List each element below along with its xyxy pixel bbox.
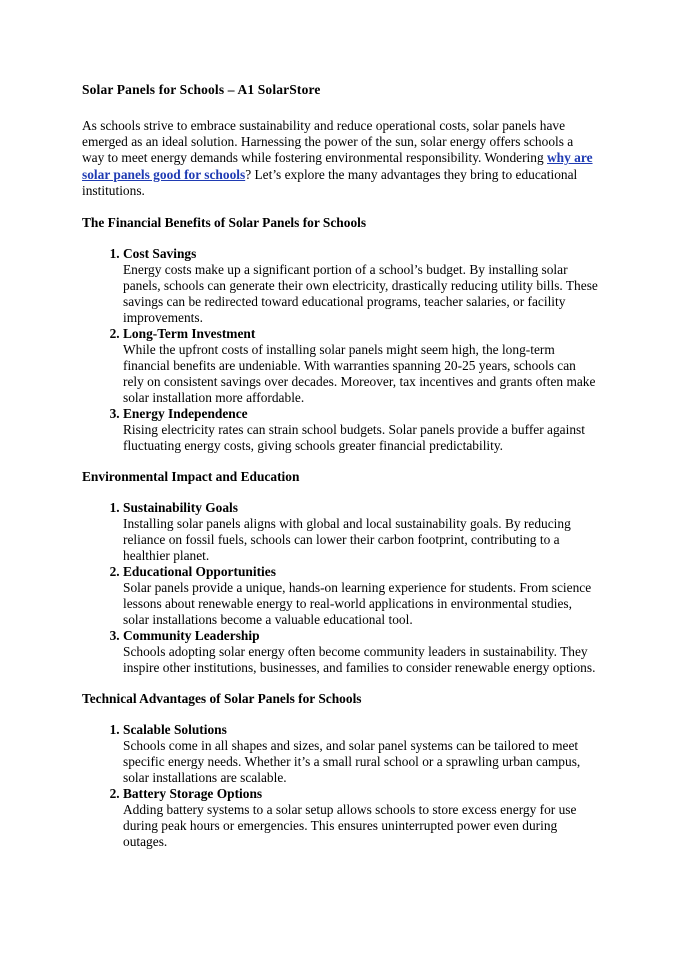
section-heading-technical: Technical Advantages of Solar Panels for Schools — [82, 691, 362, 707]
list-item-body: Schools come in all shapes and sizes, and solar panel systems can be tailored to meet specific energy needs. Whether it’s a small rural school or a sprawling urban campus, solar installations are scalable. — [123, 738, 581, 786]
list-item — [123, 628, 598, 676]
list-item-body: Solar panels provide a unique, hands-on learning experience for students. From science lessons about renewable energy to real-world applications in environmental studies, solar installations become a valuable educational tool. — [123, 580, 592, 628]
intro-paragraph — [82, 118, 598, 199]
list-item-body: While the upfront costs of installing solar panels might seem high, the long-term financial benefits are undeniable. With warranties spanning 20-25 years, schools can rely on consistent savings over decades. Moreover, tax incentives and grants often make solar installation more affordable. — [123, 342, 596, 406]
list-item — [123, 500, 598, 564]
why-solar-panels-link[interactable]: why are solar panels good for schools — [82, 150, 593, 182]
list-item-body: Schools adopting solar energy often become community leaders in sustainability. They inspire other institutions, businesses, and families to consider renewable energy options. — [123, 644, 596, 676]
list-item-title: 2. Long-Term Investment — [123, 326, 256, 342]
list-item-body: Energy costs make up a significant portion of a school’s budget. By installing solar panels, schools can generate their own electricity, drastically reducing utility bills. These savings can be redirected toward educational programs, teacher salaries, or facility improvements. — [123, 262, 598, 326]
list-item-title: 2. Battery Storage Options — [123, 786, 263, 802]
environmental-impact-list — [82, 500, 598, 676]
list-item-body: Installing solar panels aligns with global and local sustainability goals. By reducing reliance on fossil fuels, schools can lower their carbon footprint, contributing to a healthier planet. — [123, 516, 571, 564]
list-item — [123, 406, 598, 454]
intro-text-after-link: ? Let’s explore the many advantages they bring to educational institutions. — [82, 166, 578, 198]
list-item — [123, 722, 598, 786]
intro-text-before-link: As schools strive to embrace sustainability and reduce operational costs, solar panels have emerged as an ideal solution. Harnessing the power of the sun, solar energy offers schools a way to meet energy demands while fostering environmental responsibility. Wondering — [82, 118, 574, 166]
list-item-body: Adding battery systems to a solar setup allows schools to store excess energy for use during peak hours or emergencies. This ensures uninterrupted power even during outages. — [123, 802, 577, 850]
list-item-title: 2. Educational Opportunities — [123, 564, 276, 580]
list-item — [123, 326, 598, 406]
list-item — [123, 246, 598, 326]
list-item-title: 1. Scalable Solutions — [123, 722, 227, 738]
document-page — [82, 80, 598, 865]
section-heading-financial: The Financial Benefits of Solar Panels for Schools — [82, 215, 367, 231]
list-item-title: 1. Cost Savings — [123, 246, 197, 262]
section-heading-environmental: Environmental Impact and Education — [82, 469, 300, 485]
list-item-title: 1. Sustainability Goals — [123, 500, 238, 516]
list-item-body: Rising electricity rates can strain school budgets. Solar panels provide a buffer against fluctuating energy costs, giving schools greater financial predictability. — [123, 422, 585, 454]
list-item-title: 3. Energy Independence — [123, 406, 248, 422]
financial-benefits-list — [82, 246, 598, 454]
document-title: Solar Panels for Schools – A1 SolarStore — [82, 82, 321, 97]
list-item — [123, 786, 598, 850]
list-item — [123, 564, 598, 628]
technical-advantages-list — [82, 722, 598, 850]
list-item-title: 3. Community Leadership — [123, 628, 260, 644]
